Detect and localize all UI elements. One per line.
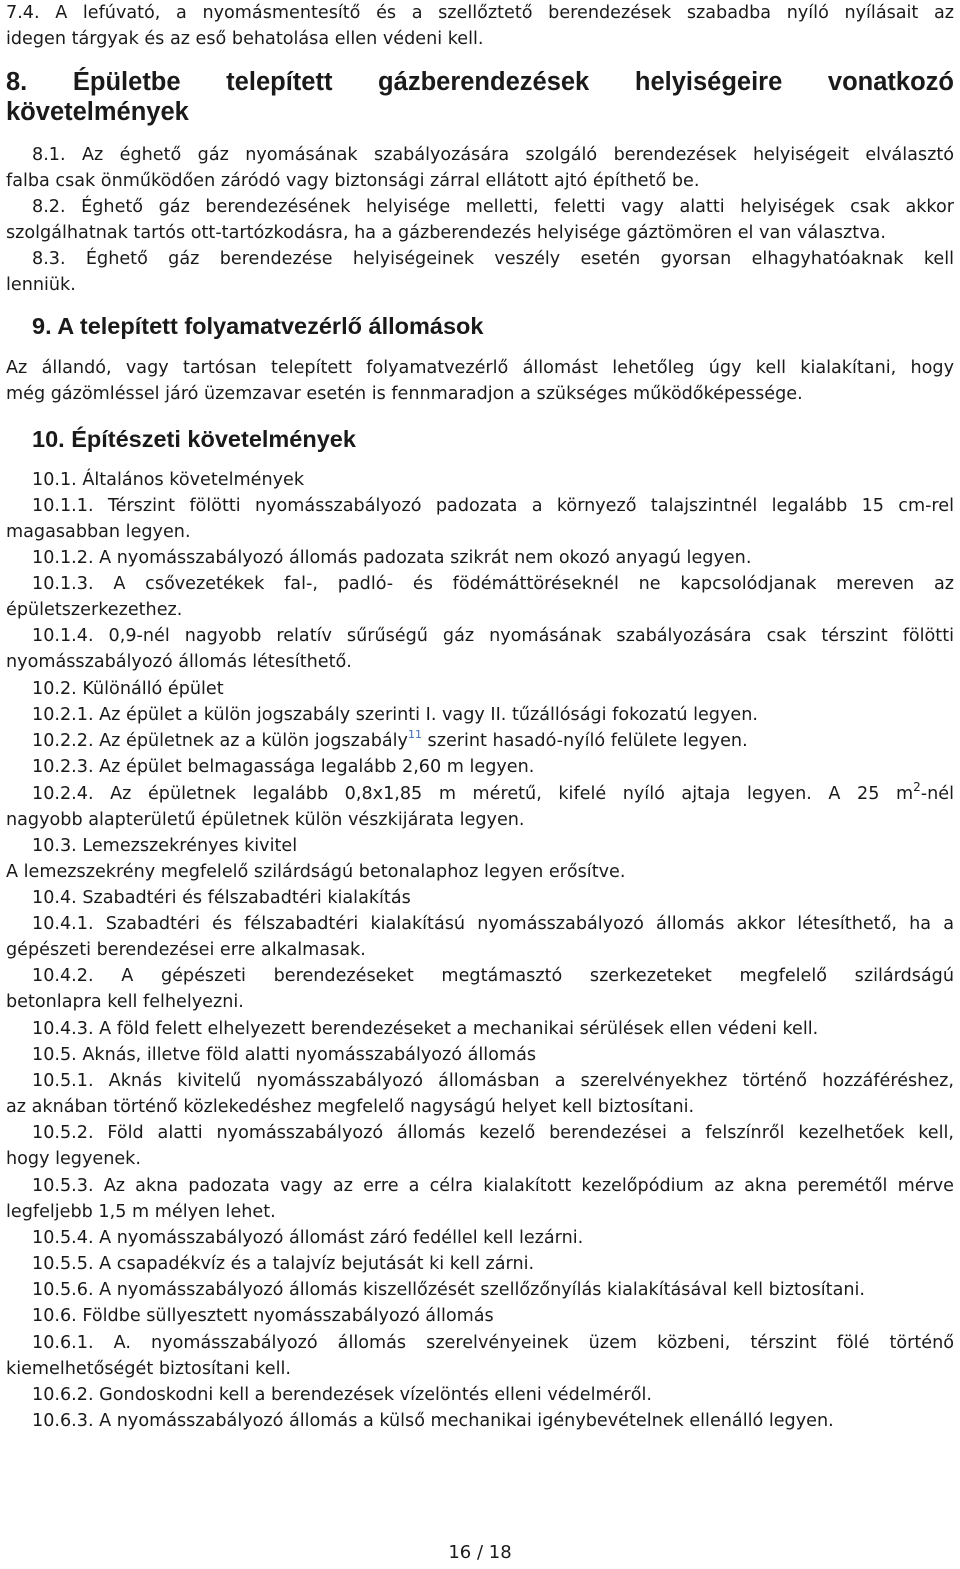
para-10-5-1-line2: az aknában történő közlekedéshez megfelelő nagyságú helyet kell biztosítani.	[6, 1097, 695, 1117]
para-7-4-line2: idegen tárgyak és az eső behatolása ellen védeni kell.	[6, 29, 484, 49]
para-10-5-1-line1: 10.5.1. Aknás kivitelű nyomásszabályozó állomásban a szerelvényekhez történő hozzáféréshez,	[32, 1071, 954, 1091]
heading-8-line1: 8. Épületbe telepített gázberendezések helyiségeire vonatkozó	[6, 68, 954, 96]
subheading-10-1: 10.1. Általános követelmények	[32, 470, 305, 490]
para-10-4-1-line1: 10.4.1. Szabadtéri és félszabadtéri kialakítású nyomásszabályozó állomás akkor létesíthető, ha a	[32, 914, 954, 934]
para-10-5-5: 10.5.5. A csapadékvíz és a talajvíz bejutását ki kell zárni.	[32, 1254, 535, 1274]
footnote-reference[interactable]: 11	[407, 728, 422, 741]
para-10-1-4-line2: nyomásszabályozó állomás létesíthető.	[6, 652, 352, 672]
subheading-10-6: 10.6. Földbe süllyesztett nyomásszabályozó állomás	[32, 1306, 494, 1326]
para-10-1-1-line1: 10.1.1. Térszint fölötti nyomásszabályozó padozata a környező talajszintnél legalább 15 cm-rel	[32, 496, 954, 516]
para-10-1-2: 10.1.2. A nyomásszabályozó állomás padozata szikrát nem okozó anyagú legyen.	[32, 548, 752, 568]
para-9-line2: még gázömléssel járó üzemzavar esetén is fennmaradjon a szükséges működőképessége.	[6, 384, 803, 404]
para-8-2-line1: 8.2. Éghető gáz berendezésének helyisége melletti, feletti vagy alatti helyiségek csak akkor	[32, 197, 954, 217]
para-10-2-2	[32, 728, 954, 754]
para-10-2-2-text-start: 10.2.2. Az épületnek az a külön jogszabály	[32, 731, 408, 751]
para-8-3-line2: lenniük.	[6, 275, 76, 295]
para-10-5-4: 10.5.4. A nyomásszabályozó állomást záró fedéllel kell lezárni.	[32, 1228, 584, 1248]
para-8-1-line2: falba csak önműködően záródó vagy biztonsági zárral ellátott ajtó építhető be.	[6, 171, 700, 191]
page-number: 16 / 18	[448, 1542, 512, 1563]
para-10-2-1: 10.2.1. Az épület a külön jogszabály szerinti I. vagy II. tűzállósági fokozatú legyen.	[32, 705, 758, 725]
para-10-5-6: 10.5.6. A nyomásszabályozó állomás kiszellőzését szellőzőnyílás kialakításával kell biztosítani.	[32, 1280, 865, 1300]
para-10-4-2-line1: 10.4.2. A gépészeti berendezéseket megtámasztó szerkezeteket megfelelő szilárdságú	[32, 966, 954, 986]
para-10-1-1-line2: magasabban legyen.	[6, 522, 191, 542]
para-10-2-2-text-end: szerint hasadó-nyíló felülete legyen.	[421, 731, 748, 751]
para-10-5-2-line2: hogy legyenek.	[6, 1149, 141, 1169]
para-10-5-3-line1: 10.5.3. Az akna padozata vagy az erre a célra kialakított kezelőpódium az akna peremétől mérve	[32, 1176, 954, 1196]
para-10-1-3-line1: 10.1.3. A csővezetékek fal-, padló- és födémáttöréseknél ne kapcsolódjanak mereven az	[32, 574, 954, 594]
para-8-3-line1: 8.3. Éghető gáz berendezése helyiségeinek veszély esetén gyorsan elhagyhatóaknak kell	[32, 249, 954, 269]
para-7-4-line1: 7.4. A lefúvató, a nyomásmentesítő és a szellőztető berendezések szabadba nyíló nyílásait az	[6, 3, 954, 23]
subheading-10-3: 10.3. Lemezszekrényes kivitel	[32, 836, 298, 856]
para-10-2-4-line1	[32, 781, 954, 807]
para-10-1-4-line1: 10.1.4. 0,9-nél nagyobb relatív sűrűségű gáz nyomásának szabályozására csak térszint fölötti	[32, 626, 954, 646]
para-10-6-1-line1: 10.6.1. A. nyomásszabályozó állomás szerelvényeinek üzem közbeni, térszint fölé történő	[32, 1333, 954, 1353]
para-10-4-3: 10.4.3. A föld felett elhelyezett berendezéseket a mechanikai sérülések ellen védeni kell.	[32, 1019, 819, 1039]
para-9-line1: Az állandó, vagy tartósan telepített folyamatvezérlő állomást lehetőleg úgy kell kialakítani, hogy	[6, 358, 954, 378]
para-10-2-3: 10.2.3. Az épület belmagassága legalább 2,60 m legyen.	[32, 757, 535, 777]
square-superscript: 2	[913, 781, 921, 794]
para-10-2-4-text-start: 10.2.4. Az épületnek legalább 0,8x1,85 m méretű, kifelé nyíló ajtaja legyen. A 25 m	[32, 784, 914, 804]
para-10-6-3: 10.6.3. A nyomásszabályozó állomás a külső mechanikai igénybevételnek ellenálló legyen.	[32, 1411, 834, 1431]
para-8-1-line1: 8.1. Az éghető gáz nyomásának szabályozására szolgáló berendezések helyiségeit elválasztó	[32, 145, 954, 165]
para-10-5-2-line1: 10.5.2. Föld alatti nyomásszabályozó állomás kezelő berendezései a felszínről kezelhetőek kell,	[32, 1123, 954, 1143]
heading-10: 10. Építészeti követelmények	[32, 426, 356, 452]
para-10-5-3-line2: legfeljebb 1,5 m mélyen lehet.	[6, 1202, 276, 1222]
subheading-10-2: 10.2. Különálló épület	[32, 679, 224, 699]
para-8-2-line2: szolgálhatnak tartós ott-tartózkodásra, ha a gázberendezés helyisége gáztömören el van választva.	[6, 223, 886, 243]
para-10-4-2-line2: betonlapra kell felhelyezni.	[6, 992, 244, 1012]
para-10-1-3-line2: épületszerkezethez.	[6, 600, 183, 620]
para-10-6-1-line2: kiemelhetőségét biztosítani kell.	[6, 1359, 291, 1379]
para-10-2-4-line2: nagyobb alapterületű épületnek külön vészkijárata legyen.	[6, 810, 525, 830]
para-10-2-4-text-end: -nél	[920, 784, 954, 804]
heading-8-line2: követelmények	[6, 98, 189, 126]
subheading-10-5: 10.5. Aknás, illetve föld alatti nyomásszabályozó állomás	[32, 1045, 537, 1065]
subheading-10-4: 10.4. Szabadtéri és félszabadtéri kialakítás	[32, 888, 411, 908]
para-10-6-2: 10.6.2. Gondoskodni kell a berendezések vízelöntés elleni védelméről.	[32, 1385, 652, 1405]
para-10-4-1-line2: gépészeti berendezései erre alkalmasak.	[6, 940, 366, 960]
para-10-3: A lemezszekrény megfelelő szilárdságú betonalaphoz legyen erősítve.	[6, 862, 626, 882]
heading-9: 9. A telepített folyamatvezérlő állomások	[32, 313, 484, 339]
